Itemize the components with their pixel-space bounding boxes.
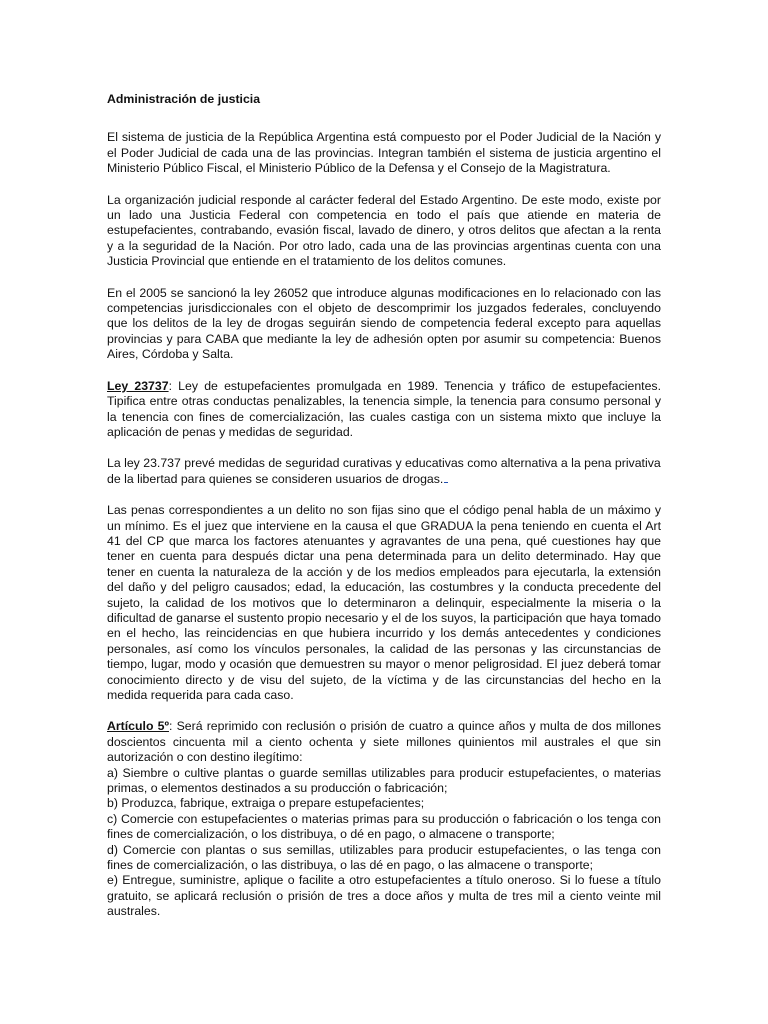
- article-5-intro: [107, 719, 661, 765]
- law-23737-label: Ley 23737: [107, 378, 169, 393]
- article-5-item-d: d) Comercie con plantas o sus semillas, utilizables para producir estupefacientes, o las tenga con fines de comercialización, o las distribuya, o las dé en pago, o las almacene o transporte;: [107, 842, 661, 873]
- hyperlink-marker: [444, 482, 448, 483]
- paragraph-safety-measures: [107, 456, 661, 487]
- paragraph-judicial-organization: La organización judicial responde al carácter federal del Estado Argentino. De este modo, existe por un lado una Justicia Federal con competencia en todo el país que atiende en materia de estupefacientes, contrabando, evasión fiscal, lavado de dinero, y otros delitos que afectan a la renta y a la seguridad de la Nación. Por otro lado, cada una de las provincias argentinas cuenta con una Justicia Provincial que entiende en el tratamiento de los delitos comunes.: [107, 192, 661, 269]
- paragraph-law-23737: [107, 379, 661, 441]
- document-page: [107, 92, 661, 920]
- article-5-section: [107, 719, 661, 919]
- paragraph-justice-system: El sistema de justicia de la República Argentina está compuesto por el Poder Judicial de la Nación y el Poder Judicial de cada una de las provincias. Integran también el sistema de justicia argentino el Ministerio Público Fiscal, el Ministerio Público de la Defensa y el Consejo de la Magistratura.: [107, 130, 661, 176]
- paragraph-law-26052: En el 2005 se sancionó la ley 26052 que introduce algunas modificaciones en lo relacionado con las competencias jurisdiccionales con el objeto de descomprimir los juzgados federales, concluyendo que los delitos de la ley de drogas seguirán siendo de competencia federal excepto para aquellas provincias y para CABA que mediante la ley de adhesión opten por asumir su competencia: Buenos Aires, Córdoba y Salta.: [107, 285, 661, 362]
- article-5-item-e: e) Entregue, suministre, aplique o facilite a otro estupefacientes a título oneroso. Si lo fuese a título gratuito, se aplicará reclusión o prisión de tres a doce años y multa de tres mil a ciento veinte mil australes.: [107, 873, 661, 919]
- document-title: Administración de justicia: [107, 92, 261, 106]
- article-5-item-c: c) Comercie con estupefacientes o materias primas para su producción o fabricación o los tenga con fines de comercialización, o los distribuya, o dé en pago, o almacene o transporte;: [107, 811, 661, 842]
- article-5-item-b: b) Produzca, fabrique, extraiga o prepare estupefacientes;: [107, 796, 425, 811]
- safety-measures-text: La ley 23.737 prevé medidas de seguridad curativas y educativas como alternativa a la pena privativa de la libertad para quienes se consideren usuarios de drogas.: [107, 456, 661, 486]
- paragraph-penalties: Las penas correspondientes a un delito no son fijas sino que el código penal habla de un máximo y un mínimo. Es el juez que interviene en la causa el que GRADUA la pena teniendo en cuenta el Art 41 del CP que marca los factores atenuantes y agravantes de una pena, qué cuestiones hay que tener en cuenta para después dictar una pena determinada para un delito determinado. Hay que tener en cuenta la naturaleza de la acción y de los medios empleados para ejecutarla, la extensión del daño y del peligro causados; edad, la educación, las costumbres y la conducta precedente del sujeto, la calidad de los motivos que lo determinaron a delinquir, especialmente la miseria o la dificultad de ganarse el sustento propio necesario y el de los suyos, la participación que haya tomado en el hecho, las reincidencias en que hubiera incurrido y los demás antecedentes y condiciones personales, así como los vínculos personales, la calidad de las personas y las circunstancias de tiempo, lugar, modo y ocasión que demuestren su mayor o menor peligrosidad. El juez deberá tomar conocimiento directo y de visu del sujeto, de la víctima y de las circunstancias del hecho en la medida requerida para cada caso.: [107, 503, 661, 702]
- law-23737-text: : Ley de estupefacientes promulgada en 1989. Tenencia y tráfico de estupefacientes. Tipifica entre otras conductas penalizables, la tenencia simple, la tenencia para consumo personal y la tenencia con fines de comercialización, las cuales castiga con un sistema mixto que incluye la aplicación de penas y medidas de seguridad.: [107, 378, 661, 439]
- article-5-label: Artículo 5º: [107, 719, 169, 734]
- article-5-item-a: a) Siembre o cultive plantas o guarde semillas utilizables para producir estupefacientes, o materias primas, o elementos destinados a su producción o fabricación;: [107, 765, 661, 796]
- article-5-text: : Será reprimido con reclusión o prisión de cuatro a quince años y multa de dos millones doscientos cincuenta mil a ciento ochenta y siete millones quinientos mil australes el que sin autorización o con destino ilegítimo:: [107, 719, 661, 765]
